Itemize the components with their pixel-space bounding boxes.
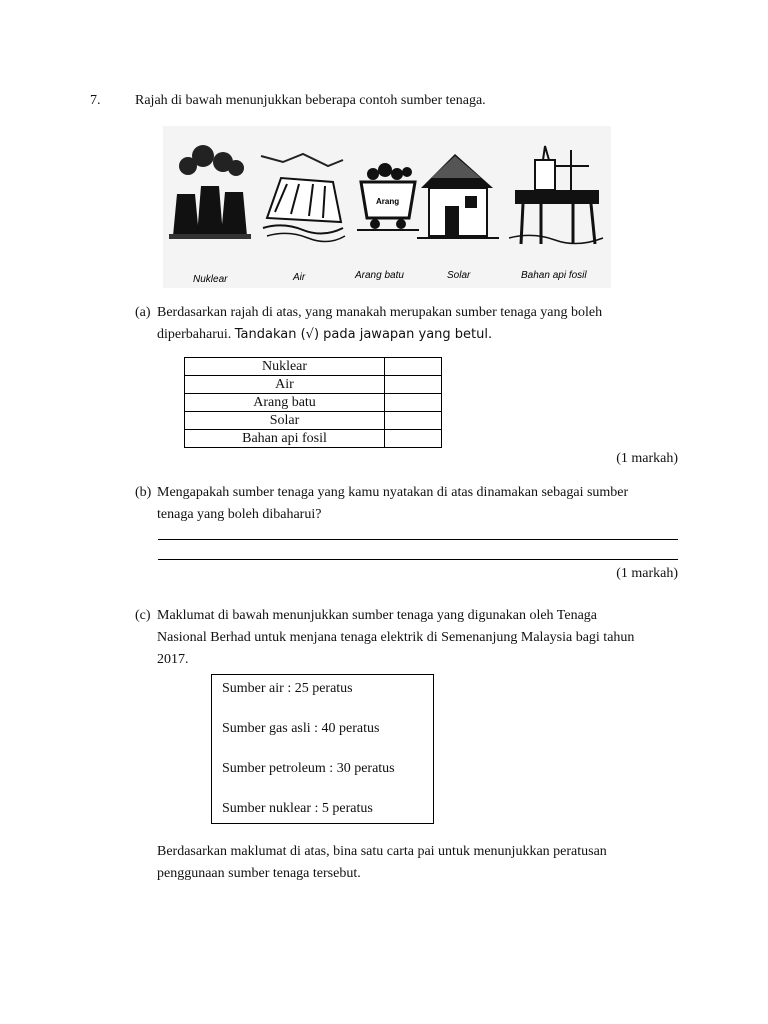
part-b-line1: Mengapakah sumber tenaga yang kamu nyatakan di atas dinamakan sebagai sumber [157,485,629,500]
info-line: Sumber nuklear : 5 peratus [222,801,373,816]
option-label: Bahan api fosil [185,430,385,448]
table-row [185,430,442,448]
part-c [135,605,680,671]
answer-line-2[interactable] [158,559,678,560]
figure-label-solar: Solar [447,270,471,281]
tick-cell[interactable] [385,430,442,448]
instruction-line2: penggunaan sumber tenaga tersebut. [157,866,361,881]
tick-cell[interactable] [385,412,442,430]
energy-info-box [211,674,434,824]
part-a-line2a: diperbaharui. [157,327,235,342]
part-c-letter: (c) [135,608,151,623]
info-line: Sumber petroleum : 30 peratus [222,761,395,776]
part-c-line3: 2017. [157,652,189,667]
option-label: Arang batu [185,394,385,412]
part-b-letter: (b) [135,485,152,500]
answer-line-1[interactable] [158,539,678,540]
table-row [185,412,442,430]
info-line: Sumber air : 25 peratus [222,681,353,696]
table-row [185,358,442,376]
pie-chart-instruction [157,841,697,885]
instruction-line1: Berdasarkan maklumat di atas, bina satu carta pai untuk menunjukkan peratusan [157,844,607,859]
option-label: Nuklear [185,358,385,376]
part-a-line1: Berdasarkan rajah di atas, yang manakah merupakan sumber tenaga yang boleh [157,305,603,320]
part-c-line1: Maklumat di bawah menunjukkan sumber tenaga yang digunakan oleh Tenaga [157,608,598,623]
figure-label-arang-batu: Arang batu [355,270,404,281]
options-table [184,357,442,448]
part-a-letter: (a) [135,305,151,320]
option-label: Air [185,376,385,394]
figure-label-air: Air [293,272,306,283]
question-text: Rajah di bawah menunjukkan beberapa contoh sumber tenaga. [135,93,486,108]
part-a-line2b: Tandakan (√) pada jawapan yang betul. [234,327,493,342]
coal-cart-label: Arang [376,197,400,206]
question-number: 7. [90,93,101,108]
table-row [185,376,442,394]
option-label: Solar [185,412,385,430]
part-c-line2: Nasional Berhad untuk menjana tenaga elektrik di Semenanjung Malaysia bagi tahun [157,630,635,645]
energy-sources-figure [163,126,611,288]
figure-label-bahan-api-fosil: Bahan api fosil [521,270,587,281]
tick-cell[interactable] [385,376,442,394]
part-b-line2: tenaga yang boleh dibaharui? [157,507,322,522]
part-a-marks: (1 markah) [616,451,678,466]
tick-cell[interactable] [385,394,442,412]
part-b-marks: (1 markah) [616,566,678,581]
table-row [185,394,442,412]
energy-illustrations [163,126,611,288]
info-line: Sumber gas asli : 40 peratus [222,721,380,736]
tick-cell[interactable] [385,358,442,376]
part-b [135,482,695,526]
part-a [135,302,695,346]
figure-label-nuklear: Nuklear [193,274,228,285]
